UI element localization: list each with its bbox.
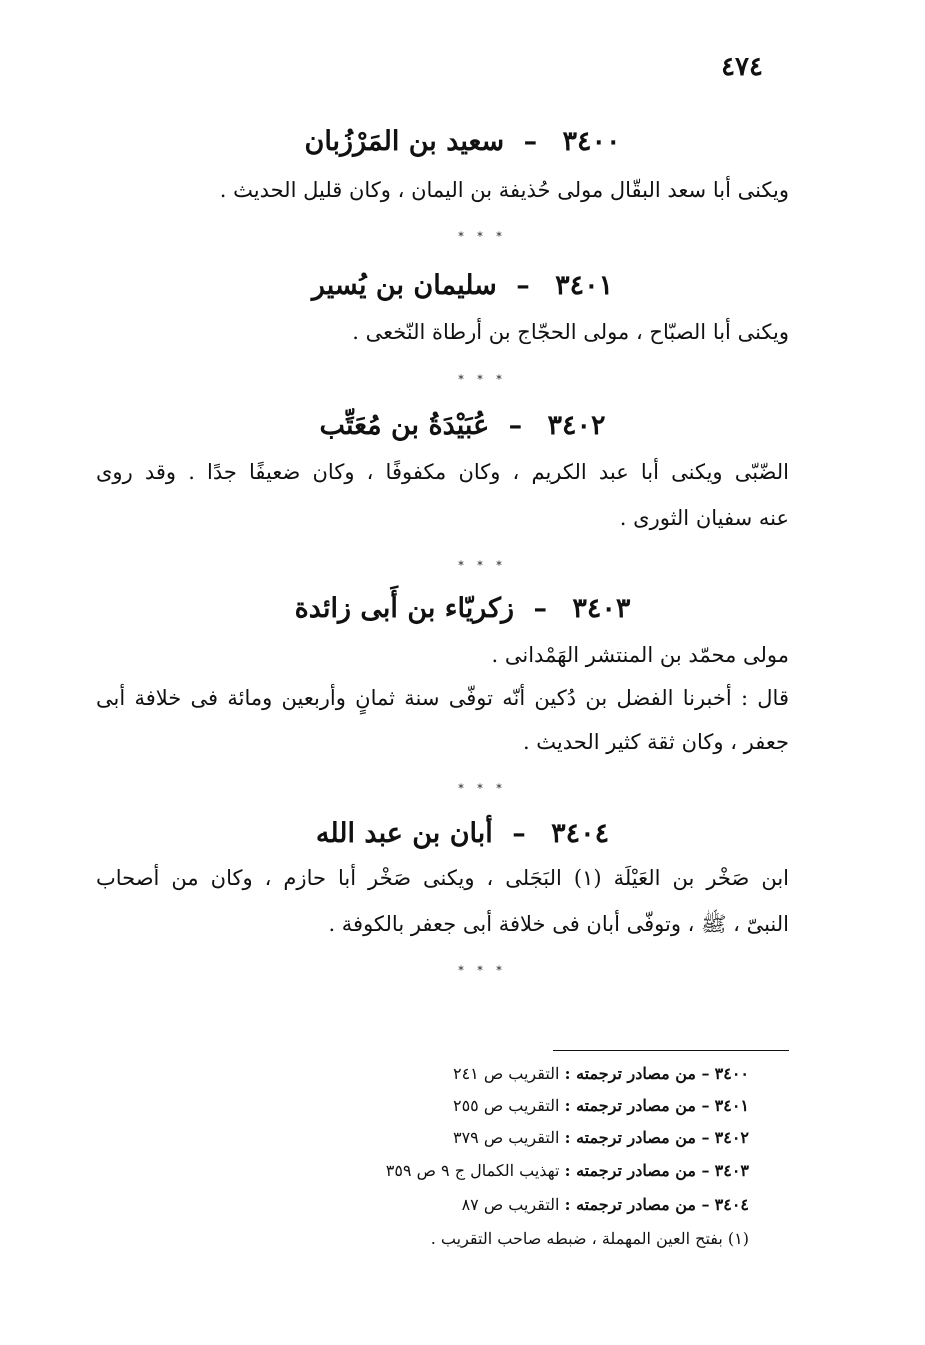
entry-name: أبان بن عبد الله [315,818,493,849]
entry-dash: – [508,410,523,441]
section-separator: * * * [458,373,507,386]
footnote-lead: – من مصادر ترجمته : [564,1064,710,1083]
section-separator: * * * [458,559,507,572]
section-separator: * * * [458,964,507,977]
footnote-lead: – من مصادر ترجمته : [564,1128,710,1147]
entry-dash: – [512,818,526,849]
footnote-line [453,1128,749,1147]
entry-text-line: الضّبّى ويكنى أبا عبد الكريم ، وكان مكفوفًا ، وكان ضعيفًا جدًا . وقد روى [96,460,789,484]
entry-dash: – [533,593,547,624]
footnote-note: (١) بفتح العين المهملة ، ضبطه صاحب التقريب . [430,1229,749,1248]
entry-heading [0,818,925,849]
footnote-text: التقريب ص ٢٤١ [452,1064,560,1083]
entry-text-line: النبىّ ، ﷺ ، وتوفّى أبان فى خلافة أبى جعفر بالكوفة . [328,912,789,936]
entry-dash: – [516,270,530,301]
footnote-line [462,1195,749,1214]
entry-number: ٣٤٠١ [555,270,614,301]
footnote-text: التقريب ص ٣٧٩ [452,1128,560,1147]
section-separator: * * * [458,230,507,243]
footnote-text: التقريب ص ٢٥٥ [452,1096,560,1115]
footnote-line [386,1161,749,1180]
entry-text-line: ويكنى أبا الصبّاح ، مولى الحجّاج بن أرطاة النّخعى . [352,320,789,344]
footnote-divider [553,1050,789,1051]
entry-number: ٣٤٠٠ [562,126,621,157]
entry-text-line: قال : أخبرنا الفضل بن دُكين أنّه توفّى سنة ثمانٍ وأربعين ومائة فى خلافة أبى [96,686,789,710]
entry-text-line: ويكنى أبا سعد البقّال مولى حُذيفة بن اليمان ، وكان قليل الحديث . [219,178,789,202]
footnote-text: التقريب ص ٨٧ [461,1195,560,1214]
section-separator: * * * [458,782,507,795]
entry-dash: – [523,126,538,157]
footnote-number: ٣٤٠٣ [714,1161,749,1180]
entry-name: سليمان بن يُسير [311,270,497,301]
entry-heading [0,410,925,441]
footnote-number: ٣٤٠٠ [714,1064,749,1083]
entry-heading [0,126,925,157]
entry-heading [0,270,925,301]
entry-name: زكريّاء بن أَبى زائدة [294,593,515,624]
footnote-lead: – من مصادر ترجمته : [564,1096,710,1115]
entry-text-line: جعفر ، وكان ثقة كثير الحديث . [522,730,789,754]
footnote-number: ٣٤٠٢ [714,1128,749,1147]
entry-number: ٣٤٠٢ [547,410,606,441]
page-number: ٤٧٤ [721,52,763,82]
footnote-line [453,1064,749,1083]
entry-heading [0,593,925,624]
entry-text-line: مولى محمّد بن المنتشر الهَمْدانى . [491,643,789,667]
footnote-text: تهذيب الكمال ج ٩ ص ٣٥٩ [385,1161,560,1180]
entry-name: عُبَيْدَةُ بن مُعَتِّب [319,410,490,441]
footnote-lead: – من مصادر ترجمته : [564,1195,710,1214]
footnote-number: ٣٤٠١ [714,1096,749,1115]
footnote-lead: – من مصادر ترجمته : [564,1161,710,1180]
entry-number: ٣٤٠٣ [572,593,631,624]
footnote-line [453,1096,749,1115]
entry-text-line: ابن صَخْر بن العَيْلَة (١) البَجَلى ، ويكنى صَخْر أبا حازم ، وكان من أصحاب [96,866,789,890]
entry-text-line: عنه سفيان الثورى . [619,506,789,530]
entry-number: ٣٤٠٤ [551,818,610,849]
entry-name: سعيد بن المَرْزُبان [304,126,505,157]
footnote-number: ٣٤٠٤ [714,1195,749,1214]
